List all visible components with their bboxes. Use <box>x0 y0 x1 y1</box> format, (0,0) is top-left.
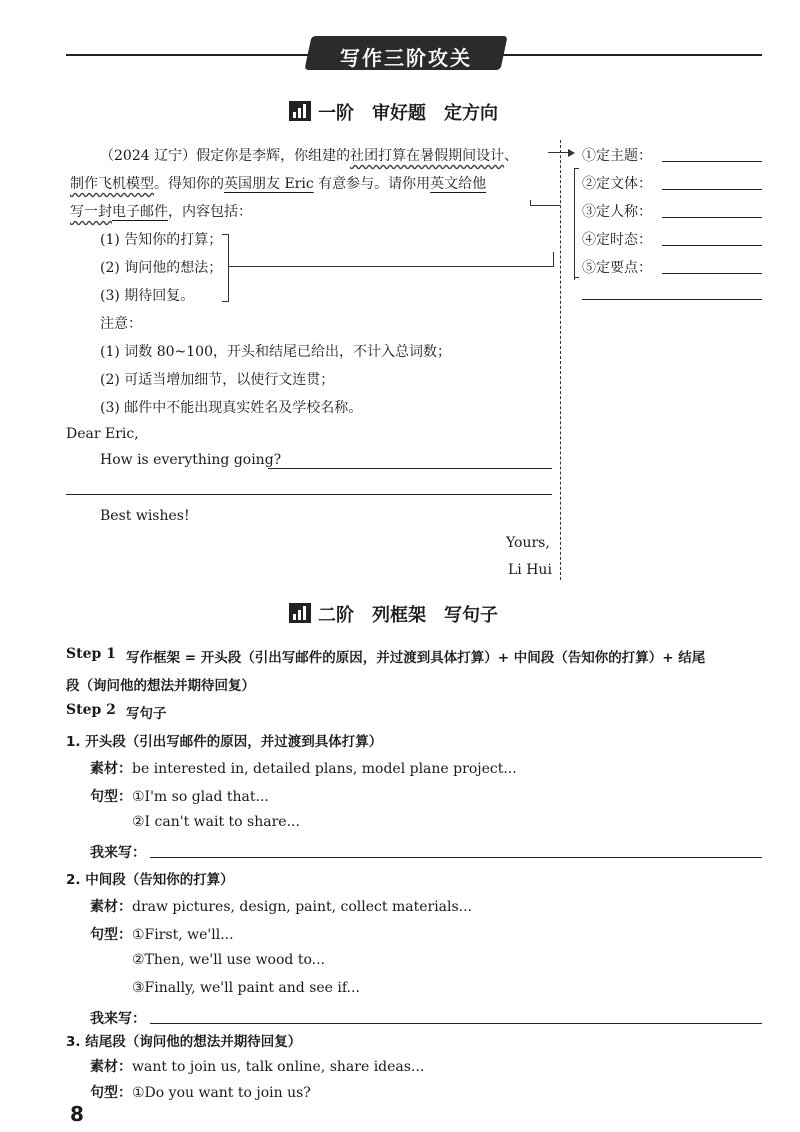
part1-material <box>90 758 517 778</box>
material-text: want to join us, talk online, share ideas... <box>132 1059 425 1075</box>
part3-title: 3. 结尾段（询问他的想法并期待回复） <box>66 1034 302 1050</box>
note-1: (1) 词数 80~100，开头和结尾已给出，不计入总词数； <box>100 344 451 360</box>
step1-text-cont: 段（询问他的想法并期待回复） <box>66 678 255 694</box>
prompt-point-1: (1) 告知你的打算； <box>100 232 223 248</box>
part3-material <box>90 1056 424 1076</box>
letter-greeting: Dear Eric, <box>66 426 139 442</box>
part1-write-label: 我来写： <box>90 845 146 861</box>
prompt-line-1 <box>100 145 518 165</box>
part1-title: 1. 开头段（引出写邮件的原因，并过渡到具体打算） <box>66 734 383 750</box>
prompt-text: 有意参与。请你用 <box>313 176 431 192</box>
material-text: draw pictures, design, paint, collect materials... <box>132 899 473 915</box>
side-answer-line[interactable] <box>662 245 762 246</box>
bar-chart-icon <box>289 101 311 121</box>
prompt-topic-wavy: 制作飞机模型 <box>70 176 154 192</box>
banner-title: 写作三阶攻关 <box>340 46 472 70</box>
prompt-text: ，内容包括： <box>168 204 252 220</box>
step2-text: 写句子 <box>126 706 167 722</box>
banner-rule-right <box>500 54 762 56</box>
prompt-genre-underline: 电子邮件 <box>112 204 168 220</box>
pattern-text: ①I'm so glad that... <box>132 789 269 805</box>
arrow-right-icon <box>568 149 575 157</box>
step1-text: 写作框架 = 开头段（引出写邮件的原因，并过渡到具体打算）+ 中间段（告知你的打算）+ 结尾 <box>126 650 706 666</box>
side-item-person: ③定人称： <box>582 204 652 220</box>
part2-pattern-2: ②Then, we'll use wood to... <box>132 952 325 968</box>
topic-connector <box>548 152 568 153</box>
part2-material <box>90 896 472 916</box>
pattern-text: ①Do you want to join us? <box>132 1085 311 1101</box>
step2-label: Step 2 <box>66 702 116 718</box>
points-connector-up <box>553 252 554 267</box>
prompt-text-wavy: 写一封 <box>70 204 112 220</box>
step1-label: Step 1 <box>66 646 116 662</box>
prompt-genre-underline: 英文给他 <box>430 176 487 192</box>
banner-rule-left <box>66 54 312 56</box>
prompt-text: （2024 辽宁）假定你是李辉，你组建的 <box>100 148 351 164</box>
letter-closing: Best wishes! <box>100 508 190 524</box>
pattern-label: 句型： <box>90 1085 132 1101</box>
letter-opening: How is everything going? <box>100 452 282 468</box>
part3-pattern <box>90 1082 311 1102</box>
pattern-label: 句型： <box>90 927 132 943</box>
side-item-genre: ②定文体： <box>582 176 652 192</box>
page-number: 8 <box>70 1102 84 1126</box>
side-answer-line[interactable] <box>662 217 762 218</box>
prompt-point-3: (3) 期待回复。 <box>100 288 195 304</box>
part2-pattern-3: ③Finally, we'll paint and see if... <box>132 980 360 996</box>
part1-pattern-2: ②I can't wait to share... <box>132 814 300 830</box>
material-label: 素材： <box>90 761 132 777</box>
side-answer-line[interactable] <box>662 273 762 274</box>
note-3: (3) 邮件中不能出现真实姓名及学校名称。 <box>100 400 363 416</box>
part1-writing-line[interactable] <box>150 857 762 858</box>
side-item-tense: ④定时态： <box>582 232 652 248</box>
prompt-text: 、 <box>504 148 519 164</box>
prompt-person-underline: 英国朋友 Eric <box>224 176 314 192</box>
stage2-heading: 二阶 列框架 写句子 <box>318 605 498 626</box>
points-connector <box>228 266 554 267</box>
side-bracket-top <box>574 168 579 169</box>
side-answer-line[interactable] <box>662 161 762 162</box>
letter-writing-line-1[interactable] <box>268 468 552 469</box>
part2-write-label: 我来写： <box>90 1011 146 1027</box>
part2-writing-line[interactable] <box>150 1023 762 1024</box>
part1-pattern <box>90 786 269 806</box>
stage1-heading: 一阶 审好题 定方向 <box>318 103 498 124</box>
prompt-topic-wavy: 社团打算在暑假期间设计 <box>350 148 505 164</box>
side-bracket <box>574 168 575 280</box>
bar-chart-icon <box>289 603 311 623</box>
genre-connector <box>530 205 560 206</box>
part2-pattern <box>90 924 234 944</box>
side-item-topic: ①定主题： <box>582 148 652 164</box>
side-bracket-bottom <box>574 277 579 278</box>
part2-title: 2. 中间段（告知你的打算） <box>66 872 234 888</box>
letter-name: Li Hui <box>508 562 552 578</box>
pattern-text: ①First, we'll... <box>132 927 234 943</box>
column-divider <box>560 140 561 580</box>
prompt-line-3 <box>70 201 252 221</box>
prompt-line-2 <box>70 173 486 193</box>
material-label: 素材： <box>90 1059 132 1075</box>
side-answer-line[interactable] <box>662 189 762 190</box>
material-text: be interested in, detailed plans, model plane project... <box>132 761 517 777</box>
note-label: 注意： <box>100 316 142 332</box>
prompt-point-2: (2) 询问他的想法； <box>100 260 223 276</box>
side-item-points: ⑤定要点： <box>582 260 652 276</box>
prompt-text: 。得知你的 <box>154 176 224 192</box>
side-answer-line-extra[interactable] <box>582 299 762 300</box>
note-2: (2) 可适当增加细节，以使行文连贯； <box>100 372 335 388</box>
pattern-label: 句型： <box>90 789 132 805</box>
letter-sign-off: Yours, <box>506 535 550 551</box>
letter-writing-line-2[interactable] <box>66 494 552 495</box>
points-bracket <box>222 234 229 302</box>
material-label: 素材： <box>90 899 132 915</box>
